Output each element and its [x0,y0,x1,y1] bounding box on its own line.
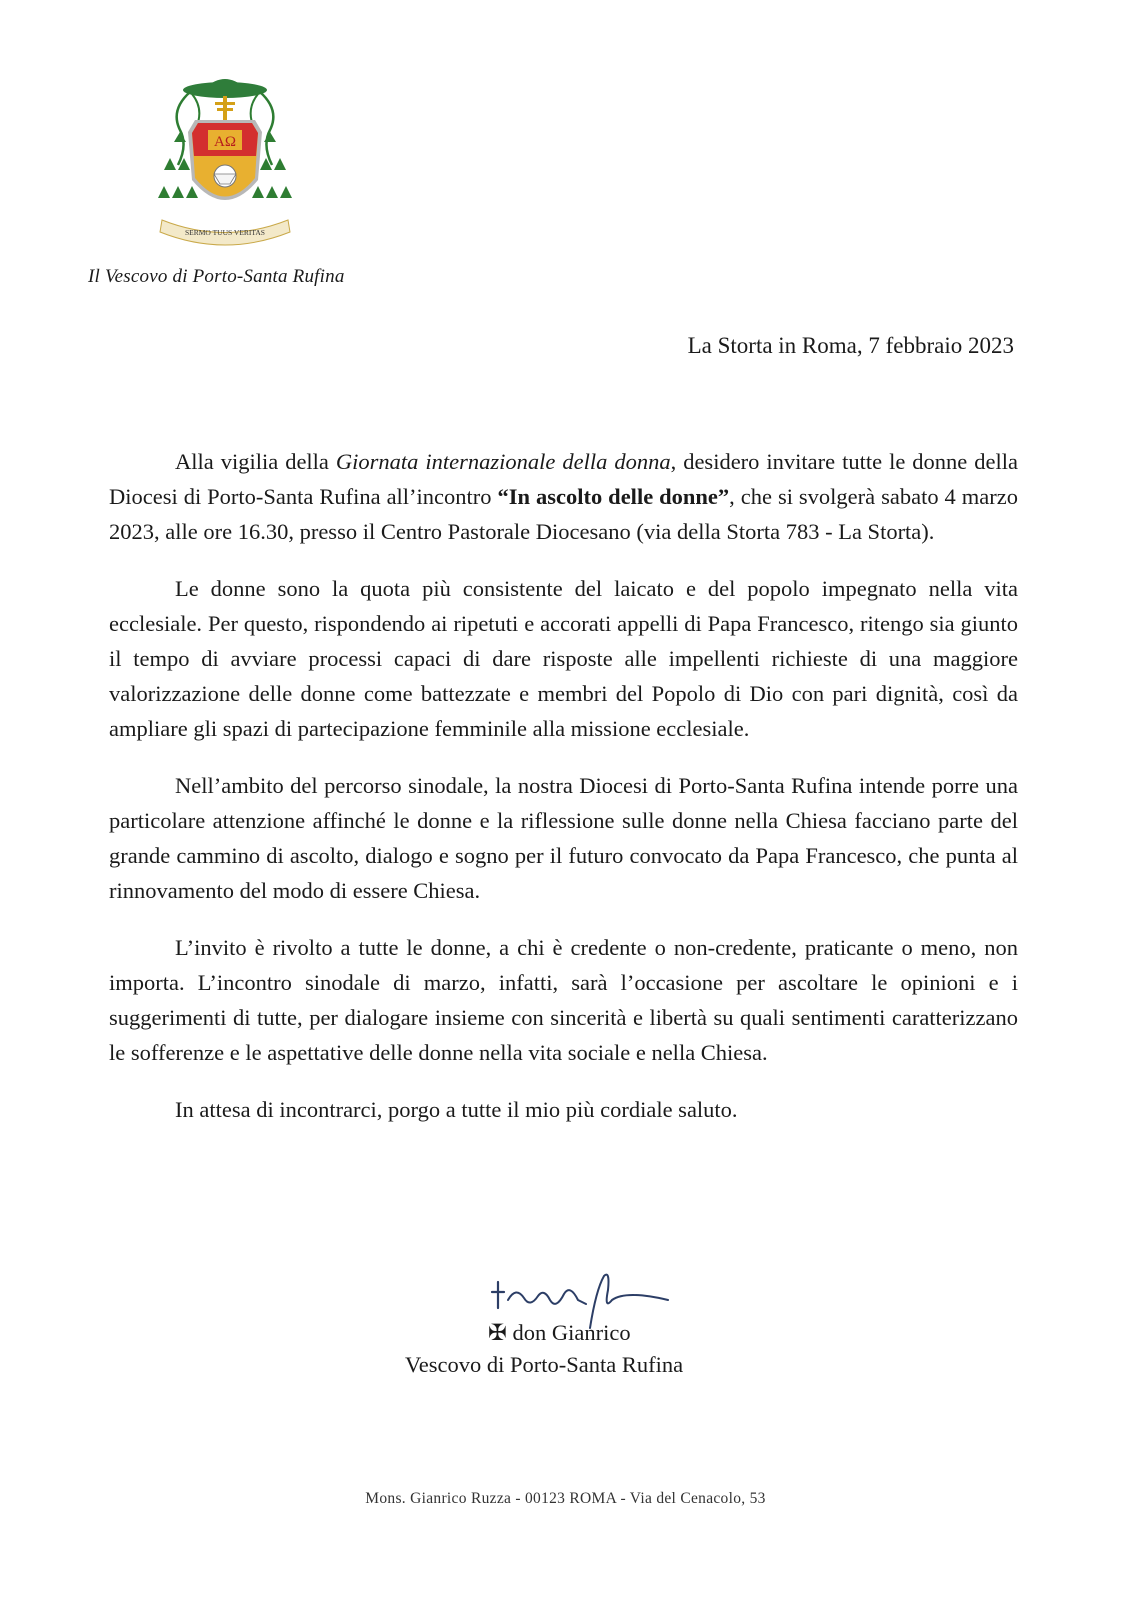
paragraph-5: In attesa di incontrarci, porgo a tutte il mio più cordiale saluto. [175,1097,738,1122]
event-title-bold: “In ascolto delle donne” [497,484,730,509]
coat-of-arms-icon [150,70,300,260]
footer-address: Mons. Gianrico Ruzza - 00123 ROMA - Via del Cenacolo, 53 [365,1490,766,1507]
signatory-title: Vescovo di Porto-Santa Rufina [405,1352,684,1377]
letterhead-title: Il Vescovo di Porto-Santa Rufina [88,266,345,287]
paragraph-4: L’invito è rivolto a tutte le donne, a chi è credente o non-credente, praticante o meno, non importa. L’incontro sinodale di marzo, infatti, sarà l’occasione per ascoltare le opinioni e i suggerimenti di tutte, per dialogare insieme con sincerità e libertà su quali sentimenti caratterizzano le sofferenze e le aspettative delle donne nella vita sociale e nella Chiesa. [109,935,1018,1065]
svg-text:SERMO TUUS VERITAS: SERMO TUUS VERITAS [185,228,265,237]
paragraph-1: Alla vigilia della Giornata internazionale della donna, desidero invitare tutte le donne della Diocesi di Porto-Santa Rufina all’incontro “In ascolto delle donne”, che si svolgerà sabato 4 marzo 2023, alle ore 16.30, presso il Centro Pastorale Diocesano (via della Storta 783 - La Storta). [109,449,1018,544]
svg-text:ΑΩ: ΑΩ [214,134,236,150]
letter-body [109,444,1018,1127]
event-name-italic: Giornata internazionale della donna [335,449,671,474]
signatory-name: ✠ don Gianrico [488,1320,631,1345]
paragraph-3: Nell’ambito del percorso sinodale, la nostra Diocesi di Porto-Santa Rufina intende porre una particolare attenzione affinché le donne e la riflessione sulle donne nella Chiesa facciano parte del grande cammino di ascolto, dialogo e sogno per il futuro convocato da Papa Francesco, che punta al rinnovamento del modo di essere Chiesa. [109,773,1018,903]
paragraph-2: Le donne sono la quota più consistente del laicato e del popolo impegnato nella vita ecclesiale. Per questo, rispondendo ai ripetuti e accorati appelli di Papa Francesco, ritengo sia giunto il tempo di avviare processi capaci di dare risposte alle impellenti richieste di una maggiore valorizzazione delle donne come battezzate e membri del Popolo di Dio con pari dignità, così da ampliare gli spazi di partecipazione femminile alla missione ecclesiale. [109,576,1018,741]
date-line: La Storta in Roma, 7 febbraio 2023 [687,333,1014,358]
